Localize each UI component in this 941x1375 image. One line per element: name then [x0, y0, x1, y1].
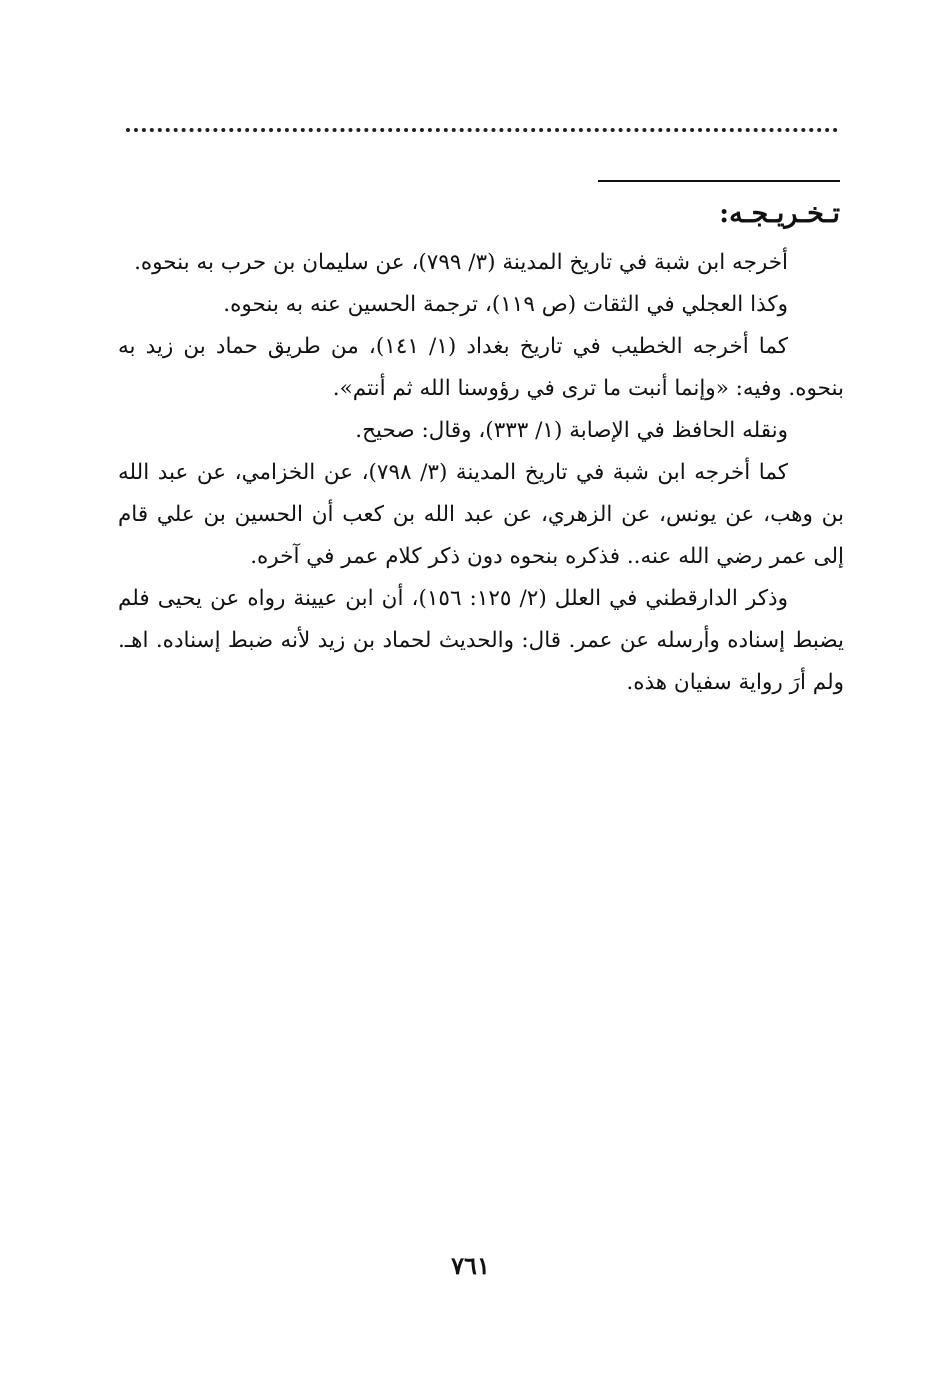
page-number: ٧٦١ [451, 1251, 490, 1280]
dotted-separator [126, 128, 838, 132]
footnote-rule [598, 180, 840, 182]
body-text [118, 242, 844, 704]
paragraph: كما أخرجه الخطيب في تاريخ بغداد (١/ ١٤١)، من طريق حماد بن زيد به بنحوه. وفيه: «وإنما أنبت ما ترى في رؤوسنا الله ثم أنتم». [118, 334, 844, 401]
paragraph: وكذا العجلي في الثقات (ص ١١٩)، ترجمة الحسين عنه به بنحوه. [223, 292, 788, 317]
paragraph: كما أخرجه ابن شبة في تاريخ المدينة (٣/ ٧٩٨)، عن الخزامي، عن عبد الله بن وهب، عن يونس، عن الزهري، عن عبد الله بن كعب أن الحسين بن علي قام إلى عمر رضي الله عنه.. فذكره بنحوه دون ذكر كلام عمر في آخره. [118, 460, 844, 569]
paragraph: ونقله الحافظ في الإصابة (١/ ٣٣٣)، وقال: صحيح. [355, 418, 788, 443]
paragraph: أخرجه ابن شبة في تاريخ المدينة (٣/ ٧٩٩)، عن سليمان بن حرب به بنحوه. [134, 250, 788, 275]
section-heading: تـخـريـجـه: [719, 198, 840, 229]
paragraph: وذكر الدارقطني في العلل (٢/ ١٢٥: ١٥٦)، أن ابن عيينة رواه عن يحيى فلم يضبط إسناده وأرسله عن عمر. قال: والحديث لحماد بن زيد لأنه ضبط إسناده. اهـ. ولم أرَ رواية سفيان هذه. [118, 586, 844, 695]
